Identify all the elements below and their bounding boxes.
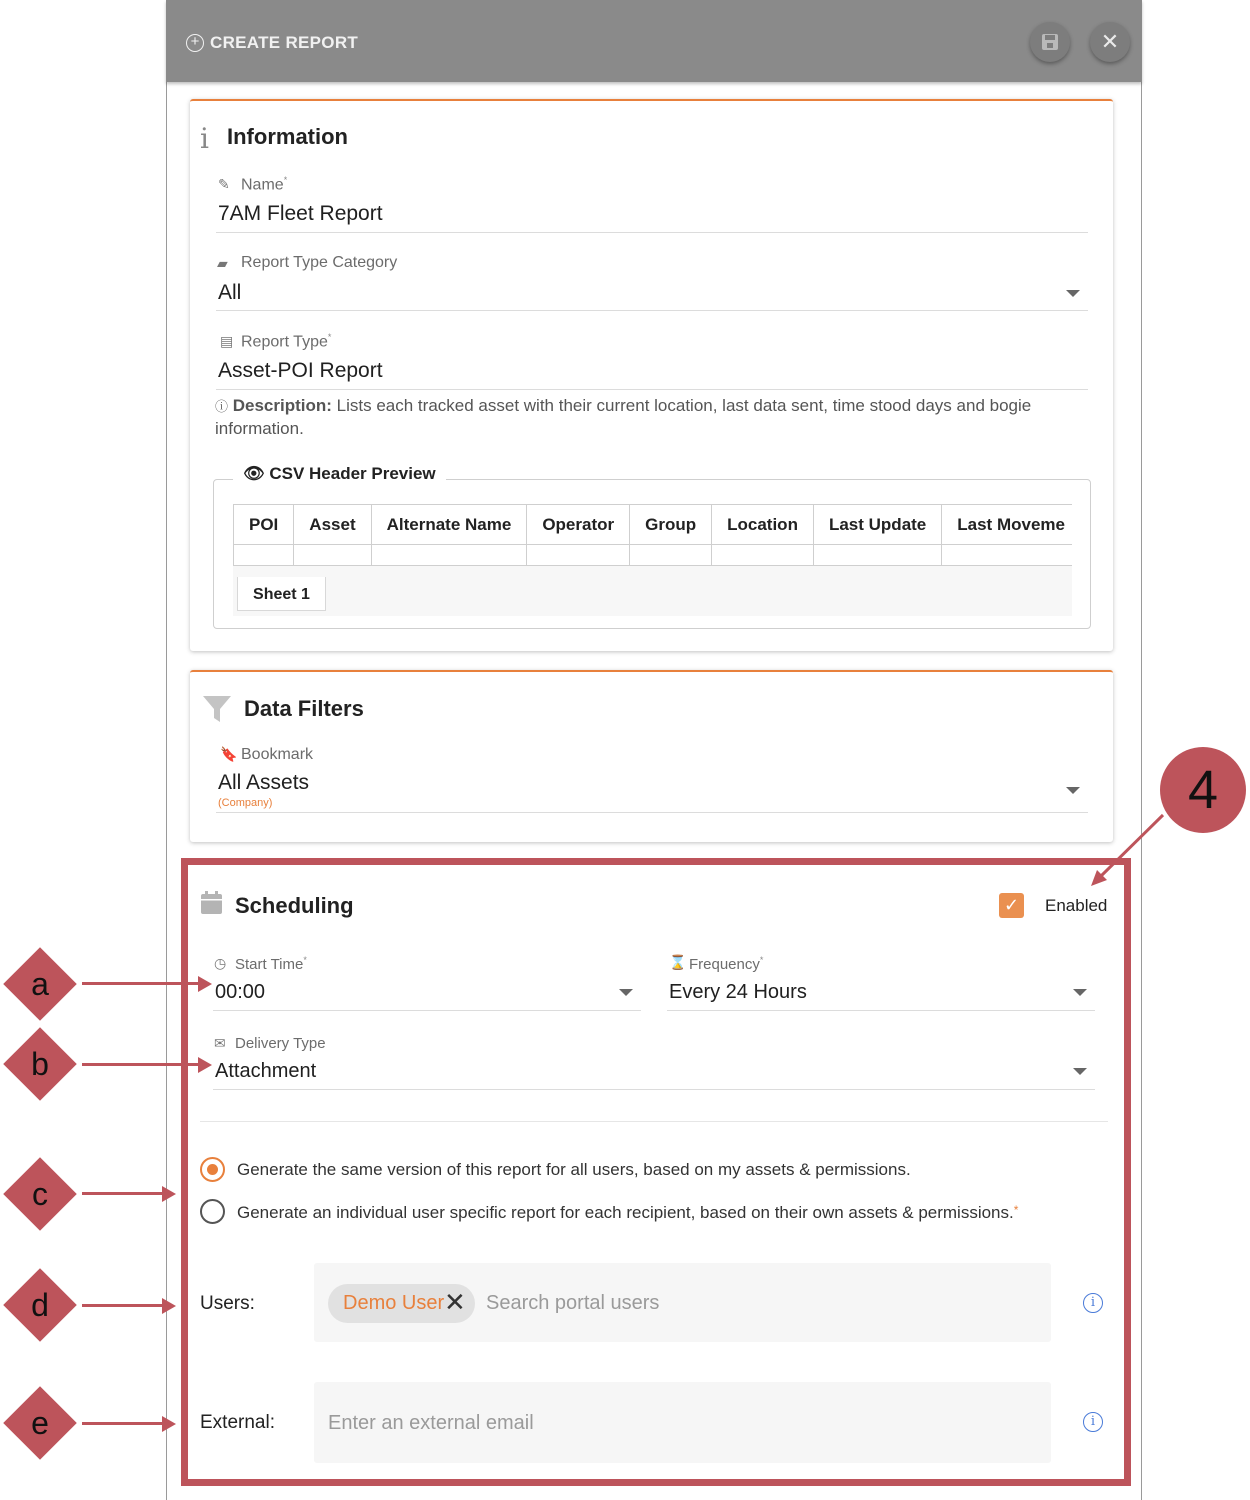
report-type-underline	[216, 389, 1088, 390]
user-chip-label: Demo User	[343, 1292, 445, 1314]
annotation-arrow-head	[198, 976, 212, 992]
category-label: Report Type Category	[241, 254, 398, 271]
annotation-marker-label: d	[31, 1287, 49, 1323]
information-title: Information	[227, 124, 348, 149]
annotation-arrow	[82, 982, 200, 985]
report-type-label: Report Type*	[241, 332, 332, 351]
category-select[interactable]: All	[218, 281, 242, 304]
delivery-type-select[interactable]: Attachment	[215, 1060, 317, 1082]
chevron-down-icon[interactable]	[1066, 290, 1080, 297]
external-label: External:	[200, 1412, 275, 1433]
annotation-marker-label: e	[31, 1405, 49, 1441]
annotation-arrow	[82, 1192, 164, 1195]
check-icon: ✓	[1003, 895, 1020, 915]
report-description: ⓘ Description: Lists each tracked asset with their current location, last data sent, time stood days and bogie information.	[215, 396, 1032, 438]
bookmark-select[interactable]: All Assets	[218, 771, 310, 794]
csv-header-cell: Asset	[294, 505, 371, 545]
folder-icon: ▰	[217, 255, 228, 271]
csv-header-cell: POI	[234, 505, 294, 545]
annotation-badge: 4	[1160, 747, 1246, 833]
csv-header-cell: Operator	[527, 505, 630, 545]
csv-header-cell: Group	[630, 505, 712, 545]
annotation-highlight-box	[181, 858, 1131, 1486]
report-type-input[interactable]: Asset-POI Report	[218, 359, 383, 382]
annotation-arrow	[82, 1422, 164, 1425]
annotation-arrow-head	[162, 1186, 176, 1202]
remove-chip-icon[interactable]: ✕	[444, 1287, 466, 1317]
category-underline	[216, 310, 1088, 311]
annotation-marker-label: b	[31, 1046, 49, 1082]
eye-icon: 👁	[243, 464, 265, 483]
hourglass-icon: ⌛	[669, 954, 687, 970]
scheduling-title: Scheduling	[235, 893, 354, 918]
annotation-marker-label: a	[31, 966, 49, 1002]
floppy-disk-icon	[1041, 33, 1059, 51]
csv-preview-title: 👁 CSV Header Preview	[233, 464, 446, 484]
signature-icon: ✎	[218, 176, 230, 192]
users-info-icon[interactable]: i	[1083, 1293, 1103, 1313]
option-same-version-label: Generate the same version of this report for all users, based on my assets & permissions.	[237, 1160, 911, 1179]
annotation-arrow-head	[162, 1416, 176, 1432]
csv-header-cell: Last Update	[813, 505, 941, 545]
frequency-label: Frequency*	[689, 955, 764, 973]
file-chart-icon: ▤	[220, 333, 234, 349]
info-icon: i	[200, 122, 209, 155]
filter-icon	[202, 695, 232, 723]
bookmark-label: Bookmark	[241, 746, 314, 763]
bookmark-underline	[216, 812, 1088, 813]
csv-header-cell: Location	[712, 505, 814, 545]
bookmark-scope: (Company)	[218, 797, 273, 809]
external-email-input[interactable]: Enter an external email	[328, 1412, 534, 1434]
data-filters-title: Data Filters	[244, 696, 364, 721]
save-button[interactable]	[1030, 22, 1070, 62]
csv-header-cell: Last Moveme	[942, 505, 1072, 545]
users-search-input[interactable]: Search portal users	[486, 1292, 660, 1314]
users-label: Users:	[200, 1293, 255, 1314]
external-info-icon[interactable]: i	[1083, 1412, 1103, 1432]
annotation-arrow	[82, 1304, 164, 1307]
envelope-icon: ✉	[214, 1035, 226, 1051]
annotation-arrow	[82, 1063, 200, 1066]
annotation-arrow	[1085, 810, 1170, 890]
dialog-title: CREATE REPORT	[210, 33, 359, 52]
name-underline	[216, 232, 1088, 233]
enabled-label: Enabled	[1045, 896, 1108, 915]
close-icon: ✕	[1100, 29, 1120, 54]
start-time-label: Start Time*	[235, 955, 307, 973]
csv-header-table	[233, 504, 1072, 567]
start-time-select[interactable]: 00:00	[215, 981, 266, 1003]
clock-icon: ◷	[214, 955, 227, 971]
annotation-arrow-head	[162, 1298, 176, 1314]
option-individual-version-label: Generate an individual user specific report for each recipient, based on their own assets & permissions.*	[237, 1203, 1019, 1222]
sheet-tab[interactable]: Sheet 1	[237, 577, 326, 611]
annotation-arrow-head	[198, 1057, 212, 1073]
frequency-select[interactable]: Every 24 Hours	[669, 981, 807, 1003]
bookmark-icon: 🔖	[220, 746, 238, 762]
name-label: Name*	[241, 175, 288, 194]
delivery-type-label: Delivery Type	[235, 1035, 326, 1052]
chevron-down-icon[interactable]	[1066, 787, 1080, 794]
csv-header-cell: Alternate Name	[371, 505, 527, 545]
annotation-marker-label: c	[32, 1176, 48, 1212]
plus-circle-icon: +	[186, 34, 204, 52]
close-button[interactable]	[1090, 22, 1130, 62]
name-input[interactable]: 7AM Fleet Report	[218, 202, 383, 225]
info-circle-icon: ⓘ	[215, 399, 229, 414]
